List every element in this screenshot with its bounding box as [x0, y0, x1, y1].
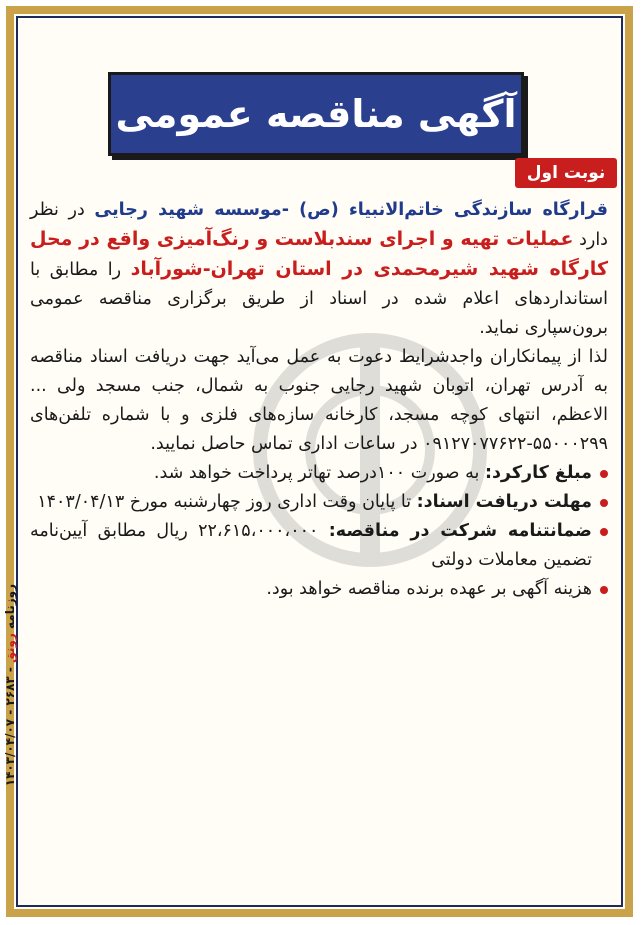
- side-brand: رونق: [3, 633, 17, 663]
- bullet-guarantee: ضمانتنامه شرکت در مناقصه: ۲۲،۶۱۵،۰۰۰،۰۰۰ ریال مطابق آیین‌نامه تضمین معاملات دولتی: [30, 517, 608, 575]
- round-badge: نوبت اول: [515, 158, 617, 188]
- bullet-payment: مبلغ کارکرد: به صورت ۱۰۰درصد تهاتر پرداخت خواهد شد.: [30, 459, 608, 488]
- intro-rest: را مطابق با استانداردهای اعلام شده در اسناد از طریق برگزاری مناقصه عمومی برون‌سپاری نماید.: [30, 260, 608, 338]
- invitation-paragraph: لذا از پیمانکاران واجدشرایط دعوت به عمل می‌آید جهت دریافت اسناد مناقصه به آدرس تهران، اتوبان شهید رجایی جنوب به شمال، جنب مسجد ولی ... الاعظم، انتهای کوچه مسجد، کارخانه سازه‌های فلزی و با شماره تلفن‌های ۵۵۰۰۰۲۹۹-۰۹۱۲۷۰۷۷۶۲۲ در ساعات اداری تماس حاصل نمایید.: [30, 347, 608, 454]
- side-prefix: روزنامه: [3, 583, 17, 629]
- notice-body: [30, 196, 608, 604]
- bullet-ad-cost: هزینه آگهی بر عهده برنده مناقصه خواهد بود.: [30, 575, 608, 604]
- bullet-deadline: مهلت دریافت اسناد: تا پایان وقت اداری روز چهارشنبه مورخ ۱۴۰۳/۰۴/۱۳: [30, 488, 608, 517]
- tender-subject: عملیات تهیه و اجرای سندبلاست و رنگ‌آمیزی واقع در محل کارگاه شهید شیرمحمدی در استان تهران-شورآباد: [30, 228, 608, 280]
- bullet-dot-icon: [600, 499, 608, 507]
- organization-name: قرارگاه سازندگی خاتم‌الانبیاء (ص) -موسسه شهید رجایی: [94, 200, 608, 220]
- bullet-dot-icon: [600, 586, 608, 594]
- intro-verb: در نظر دارد: [30, 200, 608, 250]
- newspaper-side-label: [0, 555, 20, 815]
- bullet-dot-icon: [600, 470, 608, 478]
- notice-title: آگهی مناقصه عمومی: [115, 92, 517, 136]
- notice-title-box: [108, 72, 524, 156]
- bullet-dot-icon: [600, 528, 608, 536]
- side-suffix: - ۲۶۸۳ - ۱۴۰۳/۰۴/۰۷: [3, 666, 17, 787]
- intro-paragraph: [30, 196, 608, 343]
